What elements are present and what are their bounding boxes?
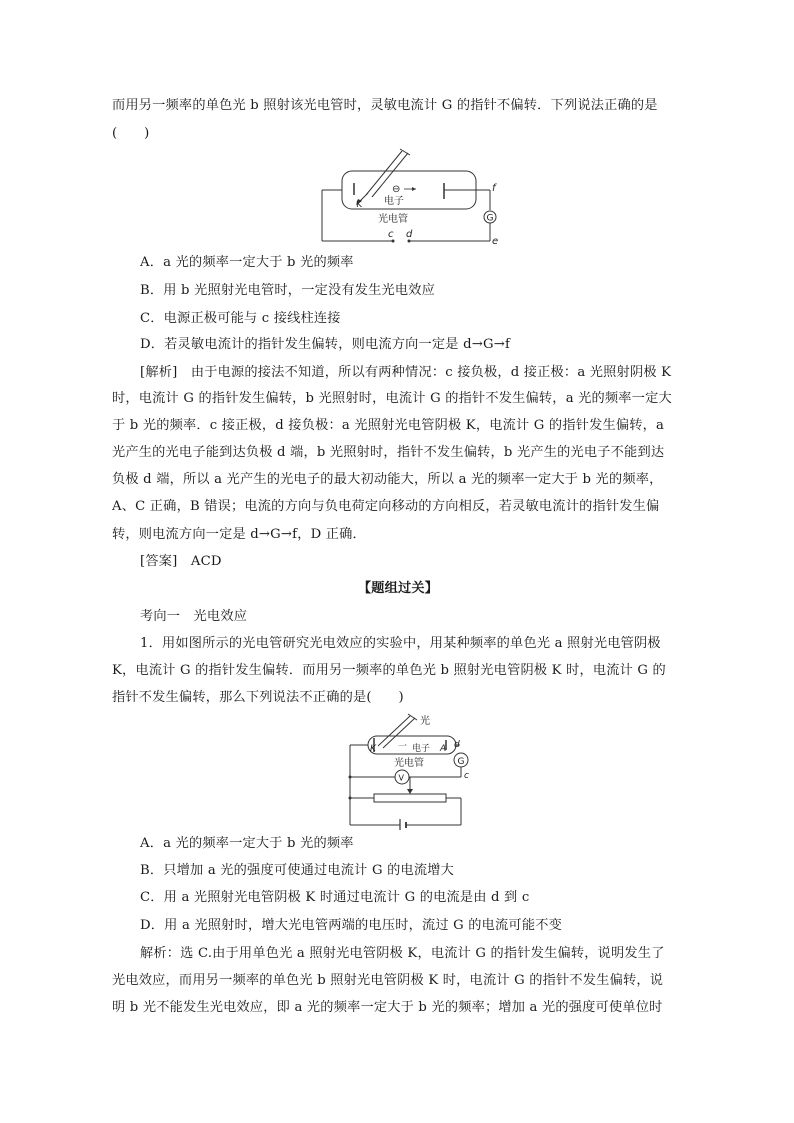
question-2-line: 指针不发生偏转，那么下列说法不正确的是( ) (112, 690, 404, 705)
question-2-line: K，电流计 G 的指针发生偏转．而用另一频率的单色光 b 照射光电管阴极 K 时，电流计 G 的 (112, 663, 666, 678)
label-electron: 电子 (412, 744, 431, 754)
label-e: e (492, 236, 499, 247)
photoelectric-circuit-figure-2 (340, 710, 470, 830)
label-c: c (388, 229, 394, 240)
label-d: d (406, 229, 413, 240)
label-f: f (492, 183, 496, 194)
option-a: A．a 光的频率一定大于 b 光的频率 (140, 836, 354, 851)
option-d: D．用 a 光照射时，增大光电管两端的电压时，流过 G 的电流可能不变 (140, 918, 562, 933)
label-light: 光 (420, 716, 430, 727)
analysis-line: 于 b 光的频率．c 接正极，d 接负极：a 光照射光电管阴极 K，电流计 G 的指针发生偏转，a (112, 418, 665, 433)
question-2-line: 1．用如图所示的光电管研究光电效应的实验中，用某种频率的单色光 a 照射光电管阴极 (140, 636, 661, 651)
question-intro-line: 而用另一频率的单色光 b 照射该光电管时，灵敏电流计 G 的指针不偏转．下列说法正确的是 (112, 98, 658, 113)
label-K: K (356, 200, 362, 210)
label-tube: 光电管 (378, 214, 408, 225)
option-c: C．电源正极可能与 c 接线柱连接 (140, 311, 341, 326)
label-K: K (370, 744, 376, 754)
label-tube: 光电管 (394, 758, 424, 769)
analysis-line: 光产生的光电子能到达负极 d 端，b 光照射时，指针不发生偏转，b 光产生的光电子不能到达 (112, 445, 665, 460)
question-blank: ( ) (112, 126, 150, 141)
option-d: D．若灵敏电流计的指针发生偏转，则电流方向一定是 d→G→f (140, 337, 511, 352)
photoelectric-circuit-figure-1 (316, 143, 512, 247)
option-b: B．只增加 a 光的强度可使通过电流计 G 的电流增大 (140, 863, 455, 878)
option-b: B．用 b 光照射光电管时，一定没有发生光电效应 (140, 283, 436, 298)
analysis-line: [解析] 由于电源的接法不知道，所以有两种情况：c 接负极，d 接正极：a 光照射阴极 K (140, 365, 672, 380)
label-c: c (464, 771, 469, 781)
analysis-line: 负极 d 端，所以 a 光产生的光电子的最大初动能大，所以 a 光的频率一定大于 b 光的频率， (112, 472, 663, 487)
label-V: V (398, 773, 404, 783)
subsection-title: 考向一 光电效应 (140, 609, 248, 624)
analysis-line: 转，则电流方向一定是 d→G→f，D 正确． (112, 527, 366, 542)
minus-sign: 一 (398, 742, 408, 752)
label-electron: 电子 (384, 196, 404, 207)
option-a: A．a 光的频率一定大于 b 光的频率 (140, 255, 354, 270)
label-d: d (454, 740, 460, 750)
label-G: G (486, 213, 494, 224)
electron-symbol: ⊖ (392, 184, 401, 195)
option-c: C．用 a 光照射光电管阴极 K 时通过电流计 G 的电流是由 d 到 c (140, 890, 530, 905)
label-A: A (440, 744, 447, 754)
section-title: 【题组过关】 (357, 581, 439, 596)
analysis-line: 时，电流计 G 的指针发生偏转，b 光照射时，电流计 G 的指针不发生偏转，a 光的频率一定大 (112, 391, 672, 406)
label-G: G (457, 757, 465, 767)
analysis-line: 明 b 光不能发生光电效应，即 a 光的频率一定大于 b 光的频率；增加 a 光的强度可使单位时 (112, 1000, 663, 1015)
answer: [答案] ACD (140, 554, 222, 569)
analysis-line: A、C 正确，B 错误；电流的方向与负电荷定向移动的方向相反，若灵敏电流计的指针发生偏 (112, 499, 660, 514)
analysis-line: 光电效应，而用另一频率的单色光 b 照射光电管阴极 K 时，电流计 G 的指针不发生偏转，说 (112, 973, 664, 988)
analysis-line: 解析：选 C.由于用单色光 a 照射光电管阴极 K，电流计 G 的指针发生偏转，说明发生了 (140, 946, 665, 961)
